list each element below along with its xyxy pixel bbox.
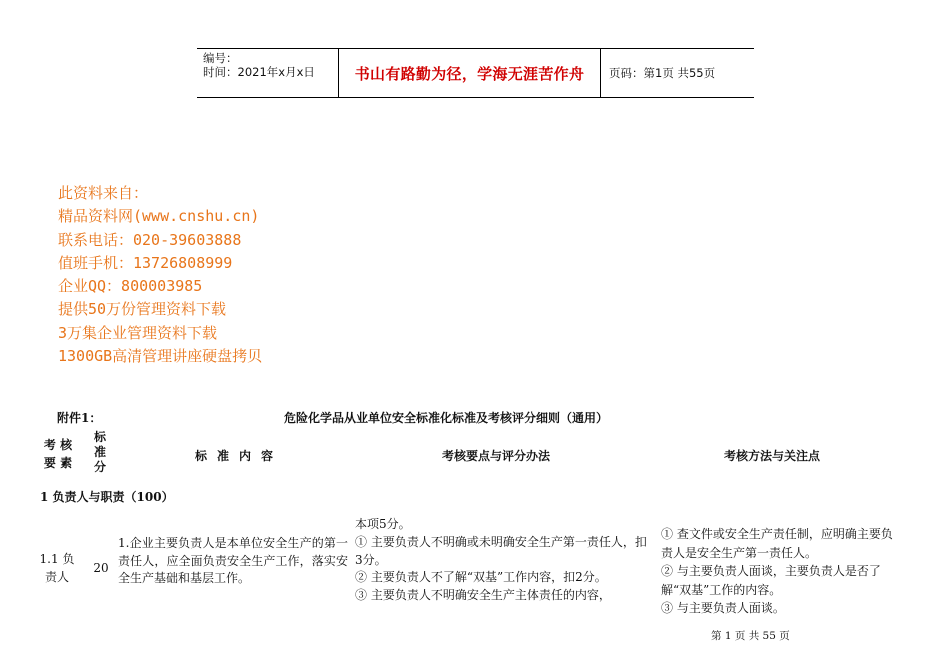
info-line: 此资料来自：: [58, 184, 149, 202]
header-page-cell: [601, 49, 754, 97]
requirement-item: ① 主要负责人不明确或未明确安全生产第一责任人，扣3分。: [355, 534, 647, 567]
requirement-item: ② 主要负责人不了解“双基”工作内容，扣2分。: [355, 570, 607, 585]
requirement-item: ③ 主要负责人不明确安全生产主体责任的内容，: [355, 588, 611, 603]
column-header-requirements: 考核要点与评分办法: [442, 449, 551, 463]
column-header-element: [36, 436, 80, 472]
source-info-block: [58, 182, 262, 368]
method-item: ③ 与主要负责人面谈。: [661, 601, 785, 616]
info-line: 联系电话：020-39603888: [58, 230, 242, 249]
info-line: 提供50万份管理资料下载: [58, 300, 227, 319]
info-line: 3万集企业管理资料下载: [58, 323, 218, 342]
header-meta: [197, 49, 338, 97]
page-label: 页码：第1页 共55页: [609, 66, 716, 80]
section-heading: 1 负责人与职责（100）: [40, 490, 174, 504]
row-element-line: 1.1 负: [39, 552, 75, 566]
method-item: ① 查文件或安全生产责任制，应明确主要负责人是安全生产第一责任人。: [661, 527, 893, 560]
row-element: [37, 551, 77, 586]
column-header-score-line: 分: [93, 460, 106, 474]
info-line: 1300GB高清管理讲座硬盘拷贝: [58, 347, 263, 366]
code-label: 编号：: [203, 51, 238, 65]
row-method: [661, 525, 901, 618]
motto: 书山有路勤为径，学海无涯苦作舟: [354, 64, 585, 83]
row-standard: 1.企业主要负责人是本单位安全生产的第一责任人，应全面负责安全生产工作，落实安全生产基础和基层工作。: [118, 536, 348, 585]
column-header-element-line: 要 素: [43, 456, 73, 470]
column-header-method: 考核方法与关注点: [724, 449, 821, 463]
column-header-standard: 标准内容: [195, 449, 284, 463]
requirement-item: 本项5分。: [355, 517, 411, 531]
method-item: ② 与主要负责人面谈，主要负责人是否了解“双基”工作的内容。: [661, 564, 881, 597]
page-header-box: [197, 48, 754, 98]
row-requirements: [355, 516, 650, 605]
time-label: 时间：2021年x月x日: [203, 65, 315, 79]
info-line: 值班手机：13726808999: [58, 253, 233, 272]
column-header-element-line: 考 核: [43, 438, 73, 452]
info-line: 精品资料网(www.cnshu.cn): [58, 207, 260, 226]
document-title: 危险化学品从业单位安全标准化标准及考核评分细则（通用）: [284, 411, 609, 425]
column-header-score-line: 准: [93, 445, 106, 459]
row-score: 20: [93, 561, 109, 575]
row-element-line: 责人: [44, 569, 69, 584]
info-line: 企业QQ：800003985: [58, 277, 203, 296]
page-footer: 第 1 页 共 55 页: [711, 630, 790, 642]
column-header-score-line: 标: [93, 430, 106, 444]
header-motto-cell: [338, 49, 601, 97]
attachment-label: 附件1：: [57, 411, 102, 425]
column-header-score: [89, 430, 111, 475]
